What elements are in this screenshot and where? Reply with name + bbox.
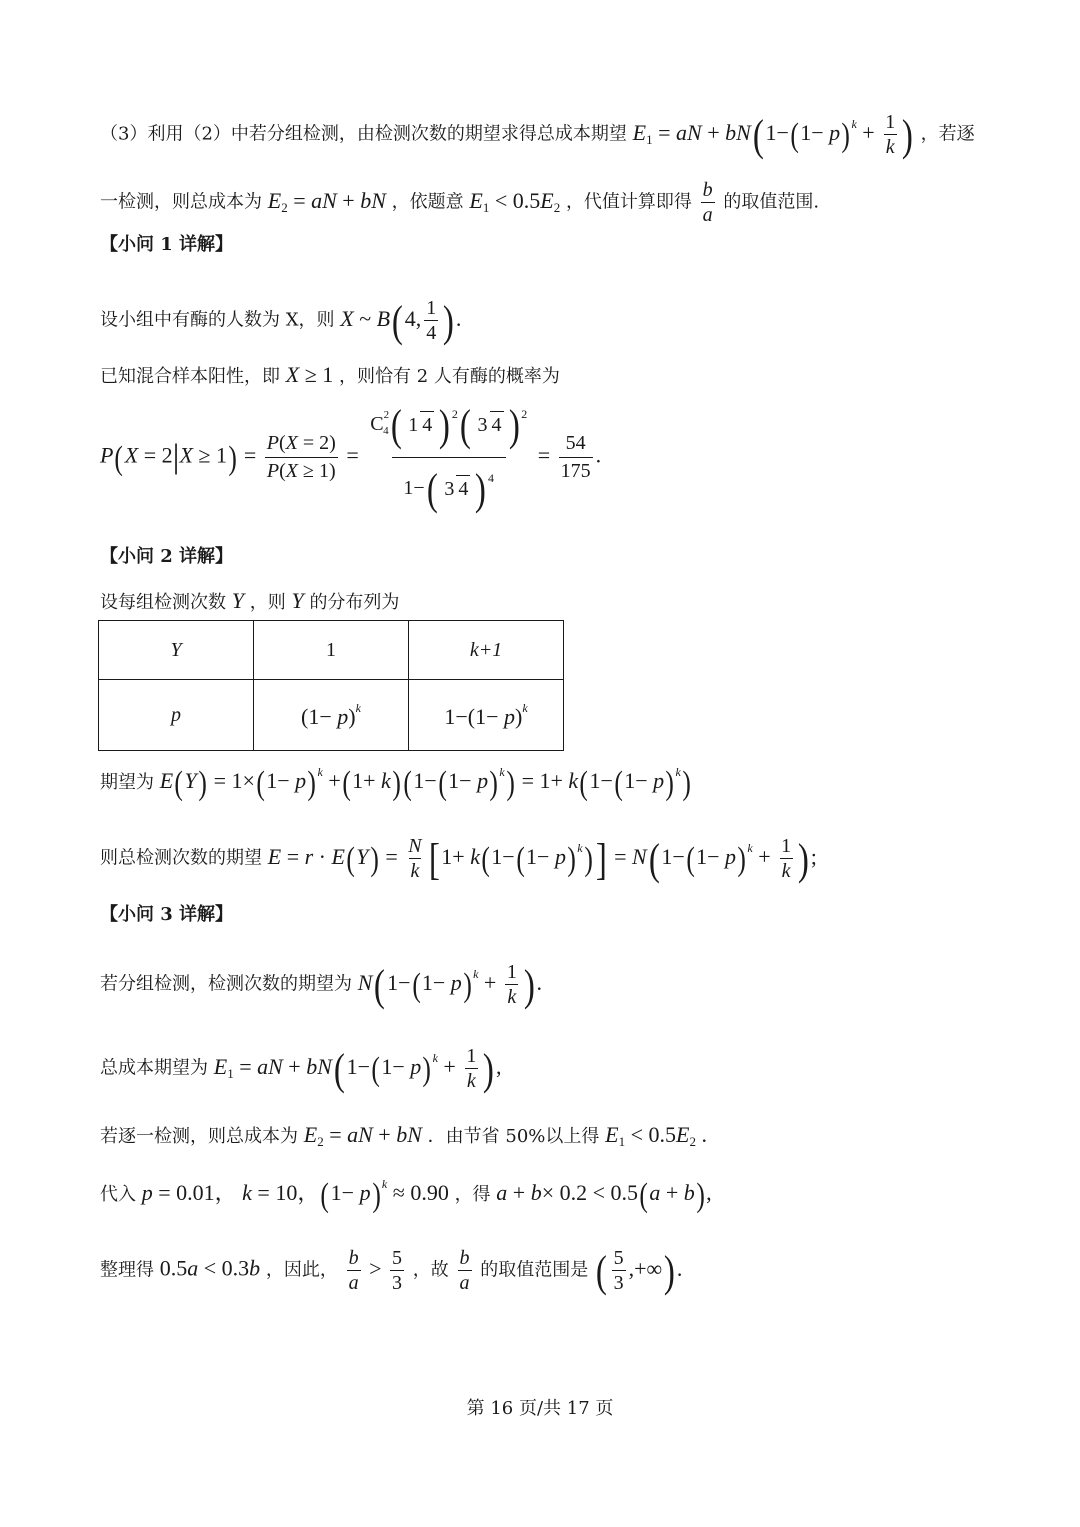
cell-k-plus-1: k+1 bbox=[469, 638, 503, 661]
result-denominator: 175 bbox=[559, 457, 593, 483]
cell-1: 1 bbox=[326, 638, 336, 661]
q3-l1 bbox=[100, 962, 542, 1008]
total-label: 则总检测次数的期望 bbox=[100, 847, 262, 869]
intro-text: （3）利用（2）中若分组检测，由检测次数的期望求得总成本期望 bbox=[100, 123, 627, 145]
q2-heading: 【小问 2 详解】 bbox=[100, 546, 234, 567]
table-cell bbox=[99, 680, 254, 751]
formula-ineq: $E_1 < 0.5E_2$ bbox=[469, 187, 561, 215]
formula-binomial: X ~ B(4, $\frac{1}{4}$ ). bbox=[340, 296, 462, 346]
formula-group-expect: $N(1-(1- p)^k$ + $\frac{1}{k}$ ). bbox=[357, 960, 542, 1010]
formula-substitution: p = 0.01， k = 10，$(1- p)^k \approx 0.90$ bbox=[141, 1177, 449, 1214]
q1-p1 bbox=[100, 298, 461, 344]
cell-y: Y bbox=[170, 638, 182, 661]
intro-suffix: ，若逐 bbox=[920, 123, 975, 145]
q1-heading: 【小问 1 详解】 bbox=[100, 234, 234, 255]
q3-l2 bbox=[100, 1046, 501, 1092]
formula-x-ge-1: X ≥ 1 bbox=[285, 362, 334, 387]
formula-cost-e2: $E_2$ = aN + bN bbox=[303, 1122, 422, 1149]
table-row bbox=[99, 621, 564, 680]
formula-b-over-a: $\frac{b}{a}$ bbox=[702, 179, 713, 226]
q3-l5-end: 的取值范围是 bbox=[480, 1259, 589, 1281]
q1-p2 bbox=[100, 364, 560, 386]
cell-p: p bbox=[171, 703, 181, 726]
intro-text2: 一检测，则总成本为 bbox=[100, 191, 262, 213]
var-y: Y bbox=[231, 588, 244, 613]
formula-e1: $E_1$ = aN + $bN(1-(1- p)^k$ + $\frac{1}{k}$ ) bbox=[632, 110, 914, 160]
q3-l4 bbox=[100, 1178, 712, 1213]
q3-l3-mid: ．由节省 50%以上得 bbox=[427, 1126, 600, 1147]
q3-l3-text: 若逐一检测，则总成本为 bbox=[100, 1126, 298, 1147]
table-cell bbox=[254, 621, 409, 680]
page-footer: 第 16 页/共 17 页 bbox=[466, 1398, 614, 1419]
formula-e2: $E_2$ = aN + bN bbox=[267, 187, 386, 215]
table-row bbox=[99, 680, 564, 751]
q3-l5-mid: ，因此， bbox=[265, 1259, 338, 1281]
expect-label: 期望为 bbox=[100, 772, 154, 793]
conditional-probability-equation: P(X = 2|X ≥ 1) = $\frac{P(X = 2)}{P(X \ge 1)}$ = $\frac{C24( 1 4 ) 2( 3 4 ) 2}{1-( 3 4 ) 4}$ = $\frac{54}{175}$ . bbox=[100, 401, 602, 514]
intro-mid: ，依题意 bbox=[391, 191, 464, 213]
formula-simplified: 0.5a < 0.3b bbox=[159, 1255, 261, 1281]
q1-p2-end: ，则恰有 2 人有酶的概率为 bbox=[339, 366, 560, 387]
distribution-table bbox=[98, 620, 564, 751]
formula-cost-e1: $E_1$ = aN + $bN(1-(1- p)^k$ + $\frac{1}{k}$ ), bbox=[213, 1044, 502, 1094]
q2-intro-mid: ，则 bbox=[249, 592, 286, 613]
intro-mid2: ，代值计算即得 bbox=[565, 191, 692, 213]
q3-l3 bbox=[100, 1124, 707, 1148]
formula-ratio: $\frac{b}{a}$ > $\frac{5}{3}$ bbox=[348, 1247, 403, 1294]
q3-l2-text: 总成本期望为 bbox=[100, 1057, 208, 1079]
intro-end: 的取值范围. bbox=[723, 191, 820, 213]
q2-intro bbox=[100, 590, 399, 612]
result-numerator: 54 bbox=[565, 432, 586, 454]
part3-intro-line1 bbox=[100, 112, 975, 158]
q2-intro-text: 设每组检测次数 bbox=[100, 592, 226, 613]
formula-expectation: $E(Y) = 1\times(1- p)^k +(1+ k)(1-(1- p)^k) = 1+ k(1-(1- p)^k)$ bbox=[159, 765, 691, 802]
q3-heading: 【小问 3 详解】 bbox=[100, 904, 234, 925]
expectation-line bbox=[100, 766, 692, 801]
table-cell: $(1- p)^k$ bbox=[254, 680, 409, 751]
table-cell bbox=[409, 621, 564, 680]
table-cell bbox=[99, 621, 254, 680]
formula-total-expectation: E = r · E(Y) = $\frac{N}{k}$ $[1+ k(1-(1- p)^k)] = N(1-(1- p)^k$ + $\frac{1}{k}$ ); bbox=[267, 834, 817, 884]
total-expectation-line bbox=[100, 836, 817, 882]
q1-p1-text: 设小组中有酶的人数为 X，则 bbox=[100, 309, 335, 331]
formula-b-over-a-2: $\frac{b}{a}$ bbox=[459, 1247, 470, 1295]
table-cell: $1-(1- p)^k$ bbox=[409, 680, 564, 751]
formula-save-ineq: $E_1 < 0.5E_2$ . bbox=[605, 1122, 707, 1149]
q3-l1-text: 若分组检测，检测次数的期望为 bbox=[100, 973, 352, 995]
q2-intro-end: 的分布列为 bbox=[309, 592, 400, 613]
q1-p2-text: 已知混合样本阳性，即 bbox=[100, 366, 280, 387]
formula-ineq2: a + b× 0.2 < 0.5(a + b), bbox=[496, 1177, 712, 1214]
q3-l5-text: 整理得 bbox=[100, 1259, 154, 1281]
var-y2: Y bbox=[291, 588, 304, 613]
formula-range: ( $\frac{5}{3}$ ,+∞). bbox=[595, 1246, 683, 1296]
part3-intro-line2 bbox=[100, 180, 819, 225]
q3-l5-mid2: ，故 bbox=[412, 1259, 449, 1281]
q3-l5 bbox=[100, 1248, 682, 1294]
q3-l4-text: 代入 bbox=[100, 1184, 136, 1205]
q3-l4-mid: ，得 bbox=[454, 1184, 491, 1205]
